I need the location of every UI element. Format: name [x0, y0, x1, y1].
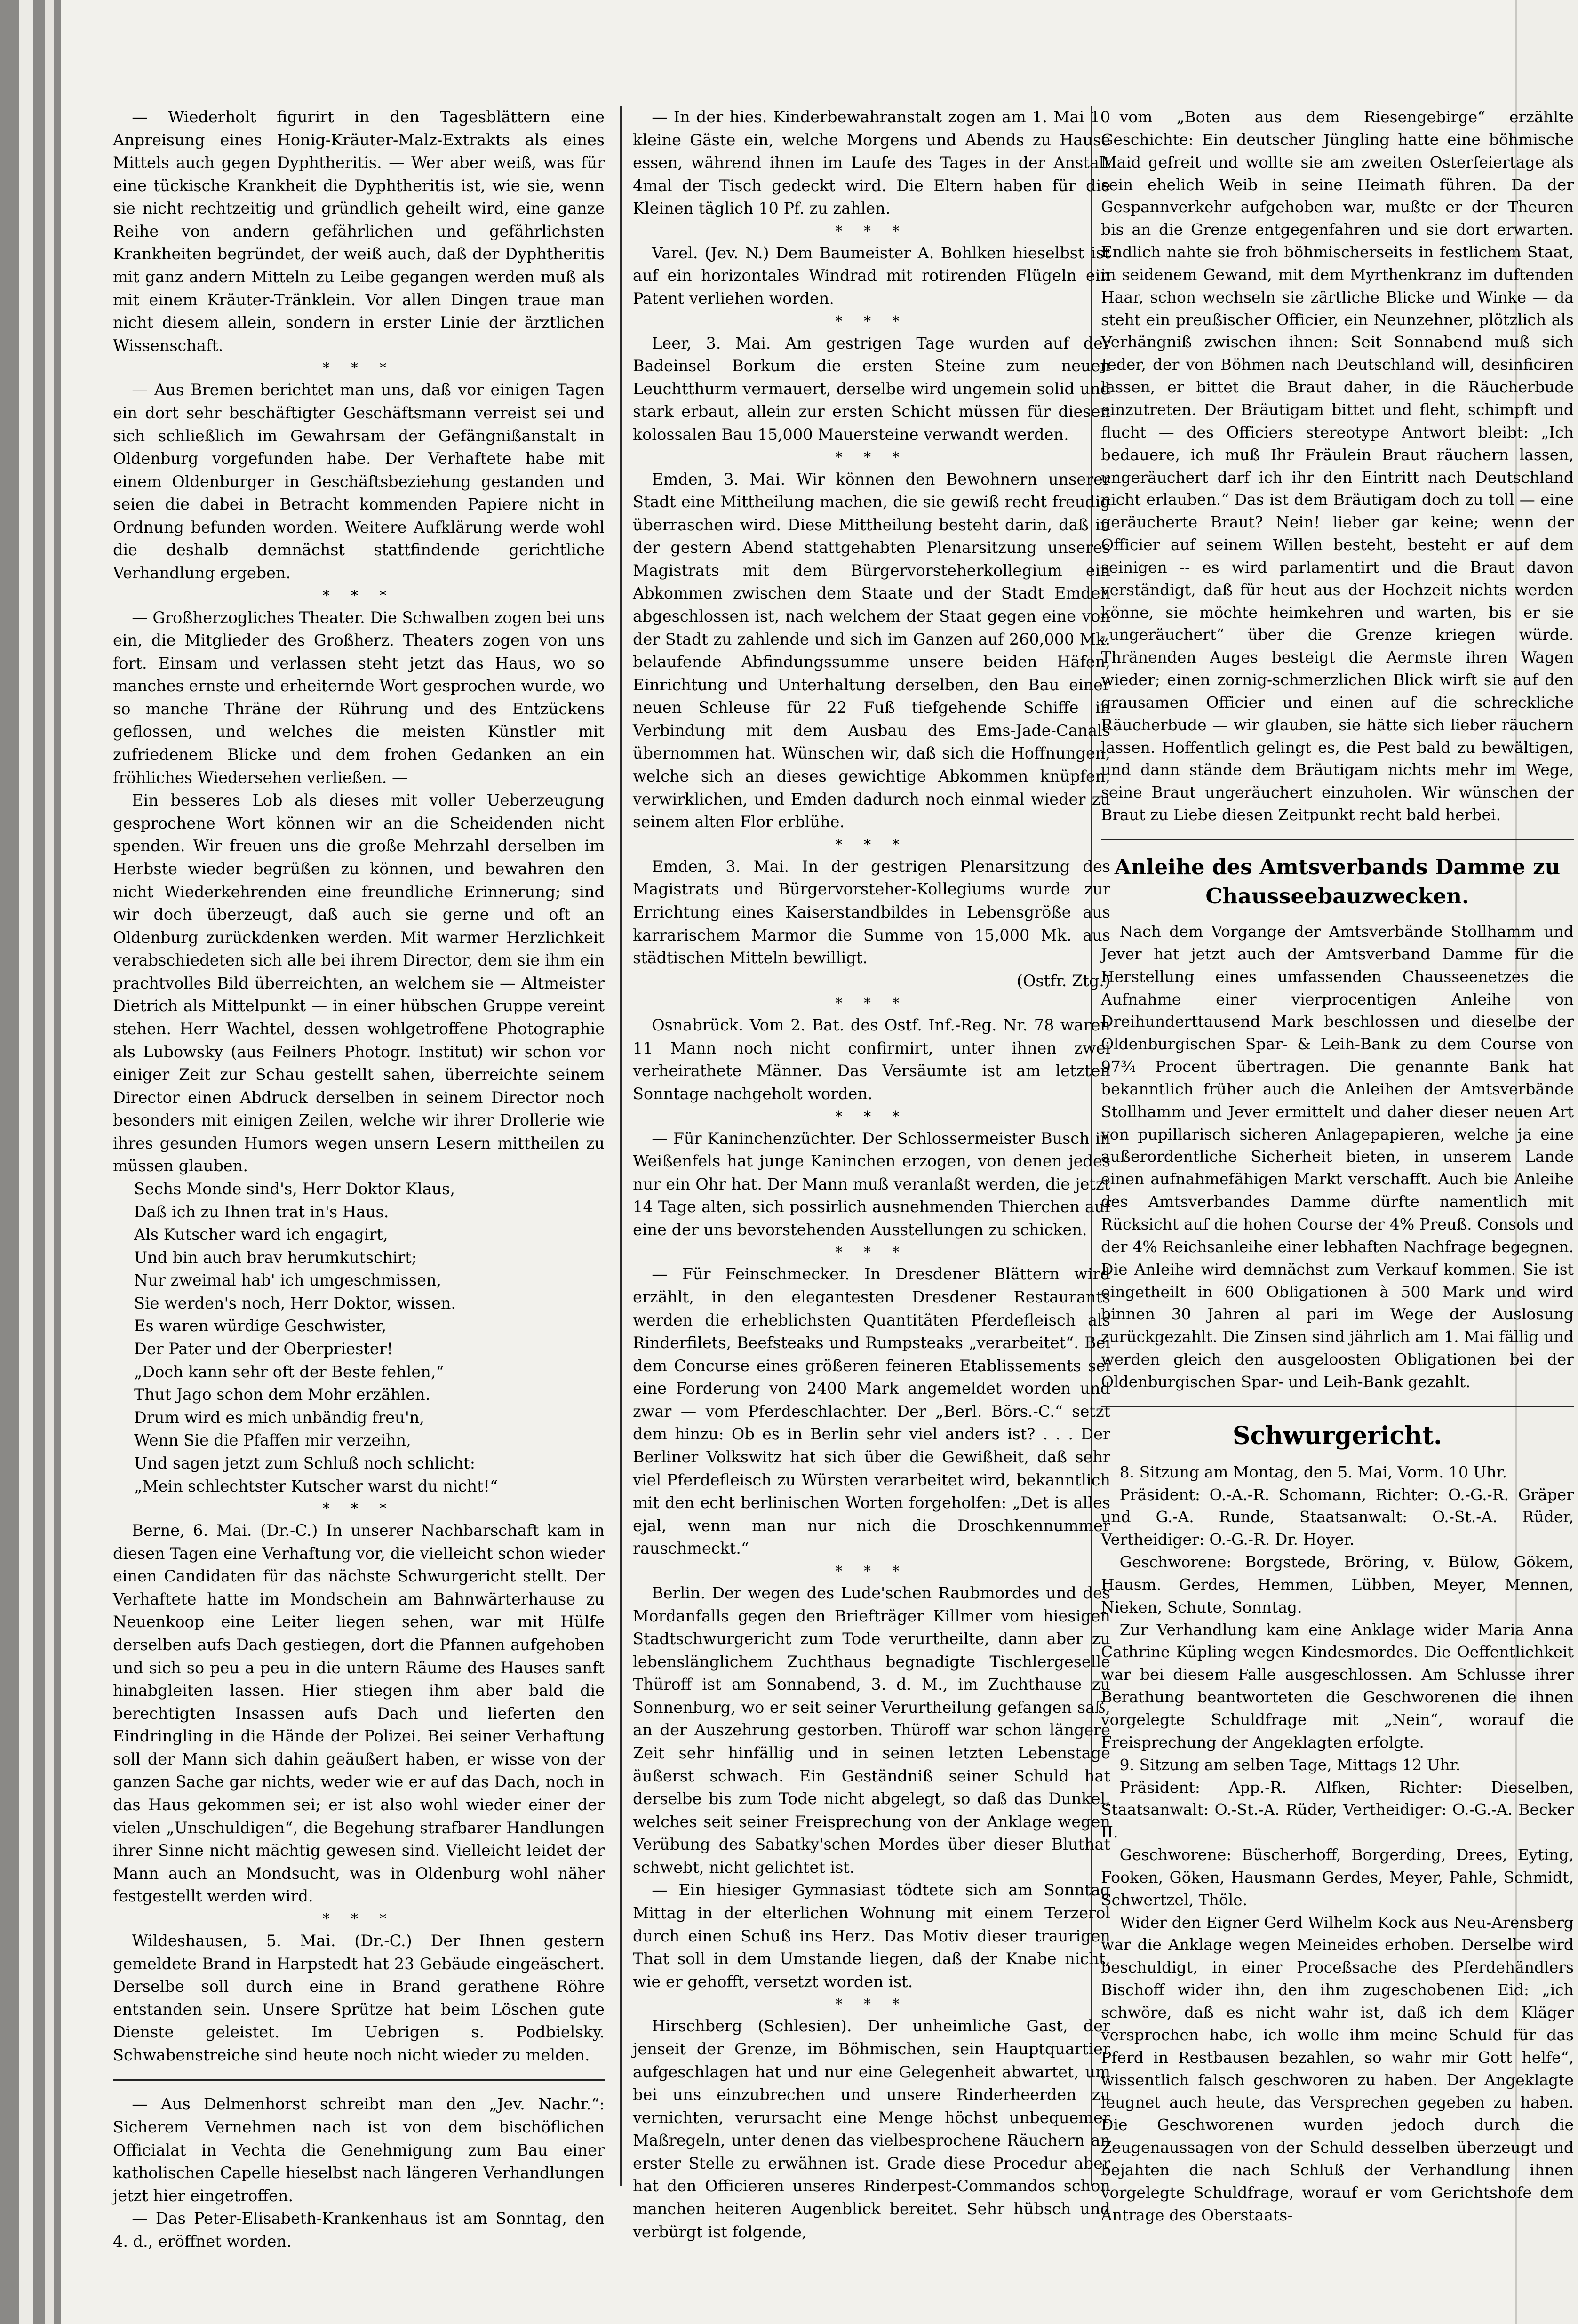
poem-line: Und sagen jetzt zum Schluß noch schlicht: [134, 1453, 476, 1472]
section-separator-stars: * * * [322, 587, 395, 604]
article-paragraph: Ein besseres Lob als dieses mit voller Ueberzeugung gesprochene Wort können wir an die Scheidenden nicht spenden. Wir freuen uns die große Mehrzahl derselben im Herbste wieder begrüßen zu können, und bewahren den nicht Wiederkehrenden eine freundliche Erinnerung; sind wir doch überzeugt, daß auch sie gerne und oft an Oldenburg zurückdenken werden. Mit warmer Herzlichkeit verabschiedeten sich alle bei ihrem Director, dem sie ihm ein prachtvolles Bild überreichten, an welchem sie — Altmeister Dietrich als Mittelpunkt — in einer hübschen Gruppe vereint stehen. Herr Wachtel, dessen wohlgetroffene Photographie als Lubowsky (aus Feilners Photogr. Institut) wir schon vor einiger Zeit zur Schau gestellt sahen, überreichte seinem Director einen Abdruck derselben in seinem Director noch besonders mit einigen Zeilen, welche wir ihrer Drollerie wie ihres gesunden Humors wegen unsern Lesern mittheilen zu müssen glauben. [113, 791, 605, 1175]
article-paragraph: — Für Kaninchenzüchter. Der Schlossermeister Busch in Weißenfels hat junge Kaninchen erzogen, von denen jedes nur ein Ohr hat. Der Mann muß veranlaßt werden, die jetzt 14 Tage alten, sich possirlich ausnehmenden Thierchen auf eine der uns bevorstehenden Ausstellungen zu schicken. [633, 1129, 1110, 1239]
section-separator-stars: * * * [322, 360, 395, 377]
article-paragraph: vom „Boten aus dem Riesengebirge“ erzählte Geschichte: Ein deutscher Jüngling hatte eine böhmische Maid gefreit und wollte sie am zweiten Osterfeiertage als sein ehelich Weib in seine Heimath führen. Da der Gespannverkehr aufgehoben war, mußte er der Theuren bis an die Grenze entgegenfahren und sie dort erwarten. Endlich nahte sie froh böhmischerseits in festlichem Staat, in seidenem Gewand, mit dem Myrthenkranz im duftenden Haar, schon wechseln sie zärtliche Blicke und Winke — da steht ein preußischer Officier, ein Neunzehner, plötzlich als Verhängniß zwischen ihnen: Seit Sonnabend muß sich Jeder, der von Böhmen nach Deutschland will, desinficiren lassen, er bittet die Braut daher, in die Räucherbude einzutreten. Der Bräutigam bittet und fleht, schimpft und flucht — des Officiers stereotype Antwort bleibt: „Ich bedauere, ich muß Ihr Fräulein Braut räuchern lassen, ungeräuchert darf ich ihr den Eintritt nach Deutschland nicht erlauben.“ Das ist dem Bräutigam doch zu toll — eine geräucherte Braut? Nein! lieber gar keine; wenn der Officier auf seinem Willen besteht, besteht er auf dem seinigen -- es wird parlamentirt und die Braut davon verständigt, daß für heut aus der Hochzeit nichts werden könne, sie möchte heimkehren und warten, bis er sie „ungeräuchert“ über die Grenze kriegen würde. Thränenden Auges besteigt die Aermste ihren Wagen wieder; einen zornig-schmerzlichen Blick wirft sie auf den grausamen Officier und einen auf die schreckliche Räucherbude — wir glauben, sie hätte sich lieber räuchern lassen. Hoffentlich gelingt es, die Pest bald zu bewältigen, und dann stände dem Bräutigam nichts mehr im Wege, seine Braut ungeräuchert einzuholen. Wir wünschen der Braut zu Liebe diesen Zeitpunkt recht bald herbei. [1101, 108, 1574, 824]
section-separator-stars: * * * [835, 449, 908, 466]
poem-line: Wenn Sie die Pfaffen mir verzeihn, [134, 1431, 411, 1450]
section-separator-stars: * * * [835, 1563, 908, 1580]
poem [113, 1178, 605, 1498]
section-separator-stars: * * * [322, 1910, 395, 1927]
article-paragraph: — Aus Delmenhorst schreibt man den „Jev. Nachr.“: Sicherem Vernehmen nach ist von dem bischöflichen Officialat in Vechta die Genehmigung zum Bau einer katholischen Capelle hieselbst nach längeren Verhandlungen jetzt hier eingetroffen. [113, 2095, 605, 2205]
article-paragraph: 9. Sitzung am selben Tage, Mittags 12 Uhr. [1119, 1755, 1461, 1774]
article-paragraph: Leer, 3. Mai. Am gestrigen Tage wurden auf der Badeinsel Borkum die ersten Steine zum neuen Leuchtthurm vermauert, derselbe wird ungemein solid und stark erbaut, allein zur ersten Schicht müssen für diesen kolossalen Bau 15,000 Mauersteine verwandt werden. [633, 334, 1110, 444]
section-heading: Schwurgericht. [1232, 1421, 1443, 1450]
article-paragraph: Geschworene: Borgstede, Bröring, v. Bülow, Gökem, Hausm. Gerdes, Hemmen, Lübben, Meyer, Mennen, Nieken, Schute, Sonntag. [1101, 1553, 1574, 1616]
horizontal-rule [1101, 1406, 1574, 1407]
section-separator-stars: * * * [835, 836, 908, 853]
horizontal-rule [113, 2079, 605, 2081]
column-3 [1101, 106, 1574, 2226]
page-edge [19, 0, 33, 2324]
section-separator-stars: * * * [835, 995, 908, 1012]
poem-line: Als Kutscher ward ich engagirt, [134, 1225, 388, 1244]
poem-line: „Mein schlechtster Kutscher warst du nicht!“ [134, 1477, 498, 1495]
article-paragraph: Osnabrück. Vom 2. Bat. des Ostf. Inf.-Reg. Nr. 78 waren 11 Mann noch nicht confirmirt, unter ihnen zwei verheirathete Männer. Das Versäumte ist am letzten Sonntage nachgeholt worden. [633, 1016, 1110, 1103]
section-separator-stars: * * * [322, 1501, 395, 1517]
poem-line: Sechs Monde sind's, Herr Doktor Klaus, [134, 1180, 455, 1198]
article-paragraph: Wildeshausen, 5. Mai. (Dr.-C.) Der Ihnen gestern gemeldete Brand in Harpstedt hat 23 Gebäude eingeäschert. Derselbe soll durch eine in Brand gerathene Röhre entstanden sein. Unsere Sprütze hat beim Löschen gute Dienste geleistet. Im Uebrigen s. Podbielsky. Schwabenstreiche sind heute noch nicht wieder zu melden. [113, 1931, 605, 2064]
section-separator-stars: * * * [835, 313, 908, 330]
article-paragraph: Berne, 6. Mai. (Dr.-C.) In unserer Nachbarschaft kam in diesen Tagen eine Verhaftung vor, die vielleicht schon wieder einen Candidaten für das nächste Schwurgericht stellt. Der Verhaftete hatte im Mondschein am Bahnwärterhause zu Neuenkoop eine Leiter liegen sehen, war mit Hülfe derselben aufs Dach gestiegen, dort die Pfannen aufgehoben und sich so peu a peu in die untern Räume des Hauses sanft hinabgleiten lassen. Hier stiegen ihm aber bald die berechtigten Insassen aufs Dach und lieferten den Eindringling in die Hände der Polizei. Bei seiner Verhaftung soll der Mann sich dahin geäußert haben, er wisse von der ganzen Sache gar nichts, weder wie er auf das Dach, noch in das Haus gekommen sei; er ist also wohl wieder einer der vielen „Unschuldigen“, die Begehung strafbarer Handlungen ihrer Sinne nicht mächtig gewesen sind. Vielleicht leidet der Mann auch an Mondsucht, was in Oldenburg wohl näher festgestellt werden wird. [113, 1521, 605, 1906]
column-rule [620, 106, 622, 2186]
column-1 [113, 106, 605, 2253]
article-paragraph: — Wiederholt figurirt in den Tagesblättern eine Anpreisung eines Honig-Kräuter-Malz-Extrakts als eines Mittels auch gegen Dyphtheritis. — Wer aber weiß, was für eine tückische Krankheit die Dyphtheritis ist, wie sie, wenn sie nicht rechtzeitig und gründlich geheilt wird, eine ganze Reihe von andern gefährlichen und gefährlichsten Krankheiten begründet, der weiß auch, daß der Dyphtheritis mit ganz andern Mitteln zu Leibe gegangen werden muß als mit einem Kräuter-Tränklein. Vor allen Dingen traue man nicht diesem allein, sondern in erster Linie der ärztlichen Wissenschaft. [113, 108, 605, 355]
poem-line: Thut Jago schon dem Mohr erzählen. [134, 1385, 430, 1404]
article-paragraph: Präsident: O.-A.-R. Schomann, Richter: O.-G.-R. Gräper und G.-A. Runde, Staatsanwalt: O.-St.-A. Rüder, Vertheidiger: O.-G.-R. Dr. Hoyer. [1101, 1485, 1574, 1549]
section-separator-stars: * * * [835, 1108, 908, 1125]
article-paragraph: Präsident: App.-R. Alfken, Richter: Dieselben, Staatsanwalt: O.-St.-A. Rüder, Vertheidiger: O.-G.-A. Becker II. [1101, 1778, 1574, 1842]
article-paragraph: Emden, 3. Mai. In der gestrigen Plenarsitzung des Magistrats und Bürgervorsteher-Kollegiums wurde zur Errichtung eines Kaiserstandbildes in Lebensgröße aus karrarischem Marmor die Summe von 15,000 Mk. aus städtischen Mitteln bewilligt. [633, 857, 1110, 967]
notice-heading: Anleihe des Amtsverbands Damme zu Chausseebauzwecken. [1114, 855, 1561, 909]
horizontal-rule [1101, 839, 1574, 840]
article-paragraph: 8. Sitzung am Montag, den 5. Mai, Vorm. 10 Uhr. [1119, 1462, 1507, 1481]
poem-line: Und bin auch brav herumkutschirt; [134, 1248, 417, 1267]
poem-line: Daß ich zu Ihnen trat in's Haus. [134, 1202, 389, 1221]
poem-line: Es waren würdige Geschwister, [134, 1317, 387, 1335]
source-attribution: (Ostfr. Ztg.) [1016, 971, 1110, 990]
article-paragraph: Emden, 3. Mai. Wir können den Bewohnern unserer Stadt eine Mittheilung machen, die sie gewiß recht freudig überraschen wird. Diese Mittheilung besteht darin, daß in der gestern Abend stattgehabten Plenarsitzung unseres Magistrats mit dem Bürgervorsteherkollegium ein Abkommen zwischen dem Staate und der Stadt Emden abgeschlossen ist, nach welchem der Staat gegen eine von der Stadt zu zahlende und sich im Ganzen auf 260,000 Mk. belaufende Abfindungssumme unsere beiden Häfen, Einrichtung und Unterhaltung derselben, den Bau einer neuen Schleuse für 22 Fuß tiefgehende Schiffe in Verbindung mit dem Ausbau des Ems-Jade-Canals übernommen hat. Wünschen wir, daß sich die Hoffnungen, welche sich an dieses gewichtige Abkommen knüpfen, verwirklichen, und Emden dadurch noch einmal wieder zu seinem alten Flor erblühe. [633, 470, 1110, 831]
article-paragraph: Varel. (Jev. N.) Dem Baumeister A. Bohlken hieselbst ist auf ein horizontales Windrad mit rotirenden Flügeln ein Patent verliehen worden. [633, 243, 1110, 308]
poem-line: „Doch kann sehr oft der Beste fehlen,“ [134, 1362, 444, 1381]
article-paragraph: Zur Verhandlung kam eine Anklage wider Maria Anna Cathrine Küpling wegen Kindesmordes. Die Oeffentlichkeit war bei diesem Falle ausgeschlossen. Am Schlusse ihrer Berathung beantworteten die Geschworenen die ihnen vorgelegte Schuldfrage mit „Nein“, worauf die Freisprechung der Angeklagten erfolgte. [1101, 1620, 1574, 1751]
article-paragraph: — Für Feinschmecker. In Dresdener Blättern wird erzählt, in den elegantesten Dresdener Restaurants werden die erheblichsten Quantitäten Pferdefleisch als Rinderfilets, Beefsteaks und Rumpsteaks „verarbeitet“. Bei dem Concurse eines größeren feineren Etablissements sei eine Forderung von 2400 Mark angemeldet worden und zwar — vom Pferdeschlachter. Der „Berl. Börs.-C.“ setzt dem hinzu: Ob es in Berlin sehr viel anders ist? . . . Der Berliner Volkswitz hat sich über die Gewißheit, daß sehr viel Pferdefleisch zu Würsten verarbeitet wird, bekanntlich mit den echt berlinischen Worten forgeholfen: „Det is alles ejal, wenn man nur nich die Droschkennummer rauschmeckt.“ [633, 1265, 1110, 1558]
article-paragraph: — Das Peter-Elisabeth-Krankenhaus ist am Sonntag, den 4. d., eröffnet worden. [113, 2209, 605, 2251]
section-separator-stars: * * * [835, 1244, 908, 1261]
article-paragraph: — In der hies. Kinderbewahranstalt zogen am 1. Mai 10 kleine Gäste ein, welche Morgens und Abends zu Hause essen, während ihnen im Laufe des Tages in der Anstalt 4mal der Tisch gedeckt wird. Die Eltern haben für die Kleinen täglich 10 Pf. zu zahlen. [633, 108, 1110, 218]
article-paragraph: — Aus Bremen berichtet man uns, daß vor einigen Tagen ein dort sehr beschäftigter Geschäftsmann verreist sei und sich schließlich im Gewahrsam der Gefängnißanstalt in Oldenburg vorgefunden habe. Der Verhaftete habe mit einem Oldenburger in Geschäftsbeziehung gestanden und seien die dabei in Betracht kommenden Papiere nicht in Ordnung befunden worden. Weitere Aufklärung werde wohl die deshalb demnächst stattfindende gerichtliche Verhandlung ergeben. [113, 381, 605, 582]
poem-line: Drum wird es mich unbändig freu'n, [134, 1408, 425, 1427]
poem-line: Sie werden's noch, Herr Doktor, wissen. [134, 1294, 456, 1312]
section-separator-stars: * * * [835, 1996, 908, 2013]
article-paragraph: — Großherzogliches Theater. Die Schwalben zogen bei uns ein, die Mitglieder des Großherz. Theaters zogen von uns fort. Einsam und verlassen steht jetzt das Haus, wo so manches ernste und erheiternde Wort gesprochen wurde, wo so manche Thräne der Rührung und des Entzückens geflossen, und welches die meisten Künstler mit zufriedenem Blicke und dem frohen Gedanken an ein fröhliches Wiedersehen verließen. — [113, 608, 605, 787]
column-2 [633, 106, 1110, 2244]
poem-line: Der Pater und der Oberpriester! [134, 1340, 393, 1358]
article-paragraph: — Ein hiesiger Gymnasiast tödtete sich am Sonntag Mittag in der elterlichen Wohnung mit einem Terzerol durch einen Schuß ins Herz. Das Motiv dieser traurigen That soll in dem Umstande liegen, daß der Knabe nicht, wie er gehofft, versetzt worden ist. [633, 1881, 1110, 1991]
article-paragraph: Berlin. Der wegen des Lude'schen Raubmordes und des Mordanfalls gegen den Briefträger Killmer vom hiesigen Stadtschwurgericht zum Tode verurtheilte, dann aber zu lebenslänglichem Zuchthaus begnadigte Tischlergeselle Thüroff ist am Sonnabend, 3. d. M., im Zuchthause zu Sonnenburg, wo er seit seiner Verurtheilung gefangen saß, an der Auszehrung gestorben. Thüroff war schon längere Zeit sehr hinfällig und in seinen letzten Lebenstage äußerst schwach. Ein Geständniß seiner Schuld hat derselbe bis zum Tode nicht abgelegt, so daß das Dunkel, welches seit seiner Freisprechung von der Anklage wegen Verübung des Sabatky'schen Mordes über dieser Bluthat schwebt, nicht gelichtet ist. [633, 1583, 1110, 1877]
article-paragraph: Nach dem Vorgange der Amtsverbände Stollhamm und Jever hat jetzt auch der Amtsverband Damme für die Herstellung eines umfassenden Chausseenetzes die Aufnahme einer vierprocentigen Anleihe von Dreihunderttausend Mark beschlossen und dieselbe der Oldenburgischen Spar- & Leih-Bank zu dem Course von 97¾ Procent übertragen. Die genannte Bank hat bekanntlich früher auch die Anleihen der Amtsverbände Stollhamm und Jever ermittelt und daher dieser neuen Art von pupillarisch sicheren Anlagepapieren, welche ja eine außerordentliche Sicherheit bieten, in unserem Lande einen aufnahmefähigen Markt verschafft. Auch bie Anleihe des Amtsverbandes Damme dürfte namentlich mit Rücksicht auf die hohen Course der 4% Preuß. Consols und der 4% Reichsanleihe einer lebhaften Nachfrage begegnen. Die Anleihe wird demnächst zum Verkauf kommen. Sie ist eingetheilt in 600 Obligationen à 500 Mark und wird binnen 30 Jahren al pari im Wege der Auslosung zurückgezahlt. Die Zinsen sind jährlich am 1. Mai fällig und werden gleich den ausgeloosten Obligationen bei der Oldenburgischen Spar- und Leih-Bank gezahlt. [1101, 922, 1574, 1391]
section-separator-stars: * * * [835, 223, 908, 240]
page-edge [45, 0, 54, 2324]
poem-line: Nur zweimal hab' ich umgeschmissen, [134, 1271, 442, 1290]
article-paragraph: Wider den Eigner Gerd Wilhelm Kock aus Neu-Arensberg war die Anklage wegen Meineides erhoben. Derselbe wird beschuldigt, in einer Proceßsache des Pferdehändlers Bischoff wider ihn, den ihm zugeschobenen Eid: „ich schwöre, daß es nicht wahr ist, daß ich dem Kläger versprochen habe, ich wolle ihm meine Schuld für das Pferd in Restbausen bezahlen, so wahr mir Gott helfe“, wissentlich falsch geschworen zu haben. Der Angeklagte leugnet auch heute, das Versprechen gegeben zu haben. Die Geschworenen wurden jedoch durch die Zeugenaussagen von der Schuld desselben überzeugt und bejahten die nach Schluß der Verhandlung ihnen vorgelegte Schuldfrage, worauf er vom Gerichtshofe dem Antrage des Oberstaats- [1101, 1913, 1574, 2224]
article-paragraph: Geschworene: Büscherhoff, Borgerding, Drees, Eyting, Fooken, Göken, Hausmann Gerdes, Meyer, Pahle, Schmidt, Schwertzel, Thöle. [1101, 1845, 1574, 1909]
article-paragraph: Hirschberg (Schlesien). Der unheimliche Gast, der jenseit der Grenze, im Böhmischen, sein Hauptquartier aufgeschlagen hat und nur eine Gelegenheit abwartet, um bei uns einzubrechen und unsere Rinderheerden zu vernichten, verursacht eine Menge höchst unbequemer Maßregeln, unter denen das vielbesprochene Räuchern an erster Stelle zu erwähnen ist. Grade diese Procedur aber hat den Officieren unseres Rinderpest-Commandos schon manchen heiteren Augenblick bereitet. Sehr hübsch und verbürgt ist folgende, [633, 2017, 1110, 2241]
